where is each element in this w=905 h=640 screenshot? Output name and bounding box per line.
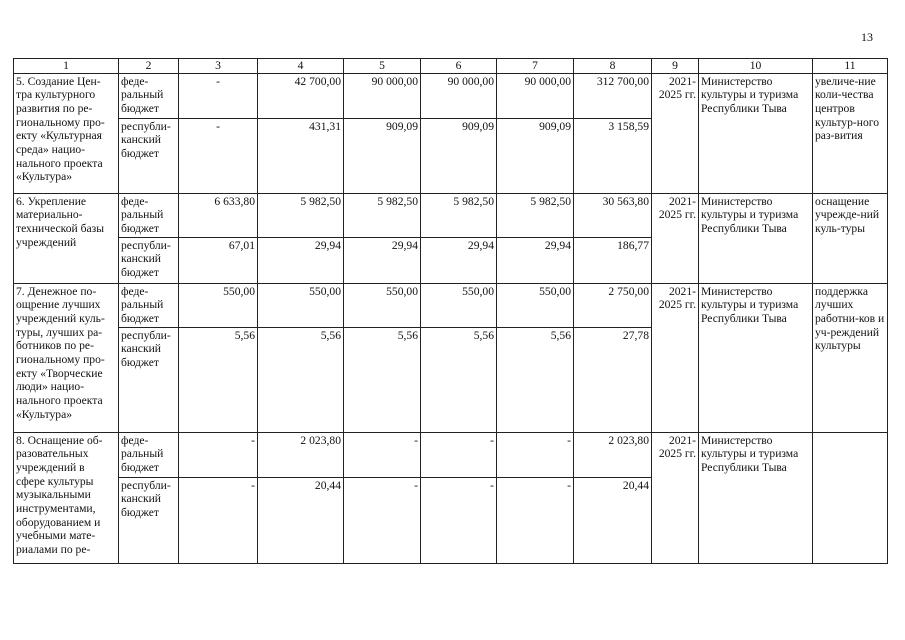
- total-cell: 3 158,59: [574, 118, 652, 193]
- column-header: 6: [421, 59, 497, 74]
- value-cell: 5,56: [421, 327, 497, 432]
- result-cell: поддержка лучших работни-ков и уч-реждений культуры: [813, 283, 888, 432]
- value-cell: -: [497, 432, 574, 477]
- total-cell: 30 563,80: [574, 193, 652, 237]
- value-cell: 909,09: [497, 118, 574, 193]
- funding-source-cell: республи-канский бюджет: [119, 118, 179, 193]
- value-cell: 29,94: [258, 237, 344, 283]
- column-header: 5: [344, 59, 421, 74]
- table-row: [14, 283, 888, 327]
- value-cell: 550,00: [344, 283, 421, 327]
- years-cell: 2021-2025 гг.: [652, 283, 699, 432]
- column-header: 7: [497, 59, 574, 74]
- column-header: 11: [813, 59, 888, 74]
- total-cell: 312 700,00: [574, 73, 652, 118]
- column-header: 9: [652, 59, 699, 74]
- value-cell: -: [421, 432, 497, 477]
- column-number-row: [14, 59, 888, 74]
- measure-cell: 7. Денежное по-ощрение лучших учреждений куль-туры, лучших ра-ботников по ре-гиональному про-екту «Творческие люди» нацио-нального проекта «Культура»: [14, 283, 119, 432]
- years-cell: 2021-2025 гг.: [652, 73, 699, 193]
- funding-source-cell: феде-ральный бюджет: [119, 193, 179, 237]
- value-cell: 909,09: [421, 118, 497, 193]
- years-cell: 2021-2025 гг.: [652, 193, 699, 283]
- value-cell: 5 982,50: [344, 193, 421, 237]
- executor-cell: Министерство культуры и туризма Республики Тыва: [699, 193, 813, 283]
- value-cell: 67,01: [179, 237, 258, 283]
- table-row: [14, 193, 888, 237]
- measure-cell: 8. Оснащение об-разовательных учреждений в сфере культуры музыкальными инструментами, оборудованием и учебными мате-риалами по ре-: [14, 432, 119, 563]
- value-cell: 90 000,00: [497, 73, 574, 118]
- value-cell: 5 982,50: [497, 193, 574, 237]
- value-cell: 5 982,50: [421, 193, 497, 237]
- value-cell: -: [344, 477, 421, 563]
- funding-source-cell: республи-канский бюджет: [119, 477, 179, 563]
- value-cell: 550,00: [421, 283, 497, 327]
- column-header: 8: [574, 59, 652, 74]
- value-cell: -: [497, 477, 574, 563]
- value-cell: 5,56: [258, 327, 344, 432]
- value-cell: 42 700,00: [258, 73, 344, 118]
- value-cell: 90 000,00: [344, 73, 421, 118]
- funding-source-cell: феде-ральный бюджет: [119, 283, 179, 327]
- value-cell: -: [421, 477, 497, 563]
- total-cell: 20,44: [574, 477, 652, 563]
- value-cell: -: [179, 477, 258, 563]
- value-cell: 5,56: [497, 327, 574, 432]
- years-cell: 2021-2025 гг.: [652, 432, 699, 563]
- value-cell: 5,56: [344, 327, 421, 432]
- value-cell: 550,00: [497, 283, 574, 327]
- value-cell: 29,94: [421, 237, 497, 283]
- total-cell: 2 750,00: [574, 283, 652, 327]
- total-cell: 27,78: [574, 327, 652, 432]
- measure-cell: 6. Укрепление материально-технической базы учреждений: [14, 193, 119, 283]
- result-cell: оснащение учрежде-ний куль-туры: [813, 193, 888, 283]
- value-cell: 5 982,50: [258, 193, 344, 237]
- funding-source-cell: республи-канский бюджет: [119, 237, 179, 283]
- executor-cell: Министерство культуры и туризма Республики Тыва: [699, 283, 813, 432]
- column-header: 1: [14, 59, 119, 74]
- value-cell: -: [179, 73, 258, 118]
- value-cell: -: [179, 118, 258, 193]
- result-cell: [813, 432, 888, 563]
- total-cell: 186,77: [574, 237, 652, 283]
- value-cell: 2 023,80: [258, 432, 344, 477]
- column-header: 4: [258, 59, 344, 74]
- column-header: 3: [179, 59, 258, 74]
- funding-source-cell: республи-канский бюджет: [119, 327, 179, 432]
- table-row: [14, 432, 888, 477]
- value-cell: 550,00: [258, 283, 344, 327]
- page-number: 13: [861, 30, 873, 44]
- value-cell: 6 633,80: [179, 193, 258, 237]
- value-cell: 29,94: [497, 237, 574, 283]
- value-cell: -: [179, 432, 258, 477]
- value-cell: 909,09: [344, 118, 421, 193]
- funding-source-cell: феде-ральный бюджет: [119, 432, 179, 477]
- result-cell: увеличе-ние коли-чества центров культур-ного раз-вития: [813, 73, 888, 193]
- value-cell: 29,94: [344, 237, 421, 283]
- program-table: [13, 58, 888, 564]
- value-cell: 550,00: [179, 283, 258, 327]
- funding-source-cell: феде-ральный бюджет: [119, 73, 179, 118]
- value-cell: 90 000,00: [421, 73, 497, 118]
- value-cell: 20,44: [258, 477, 344, 563]
- column-header: 10: [699, 59, 813, 74]
- value-cell: 5,56: [179, 327, 258, 432]
- executor-cell: Министерство культуры и туризма Республики Тыва: [699, 73, 813, 193]
- value-cell: -: [344, 432, 421, 477]
- column-header: 2: [119, 59, 179, 74]
- table-row: [14, 73, 888, 118]
- measure-cell: 5. Создание Цен-тра культурного развития по ре-гиональному про-екту «Культурная среда» нацио-нального проекта «Культура»: [14, 73, 119, 193]
- executor-cell: Министерство культуры и туризма Республики Тыва: [699, 432, 813, 563]
- total-cell: 2 023,80: [574, 432, 652, 477]
- value-cell: 431,31: [258, 118, 344, 193]
